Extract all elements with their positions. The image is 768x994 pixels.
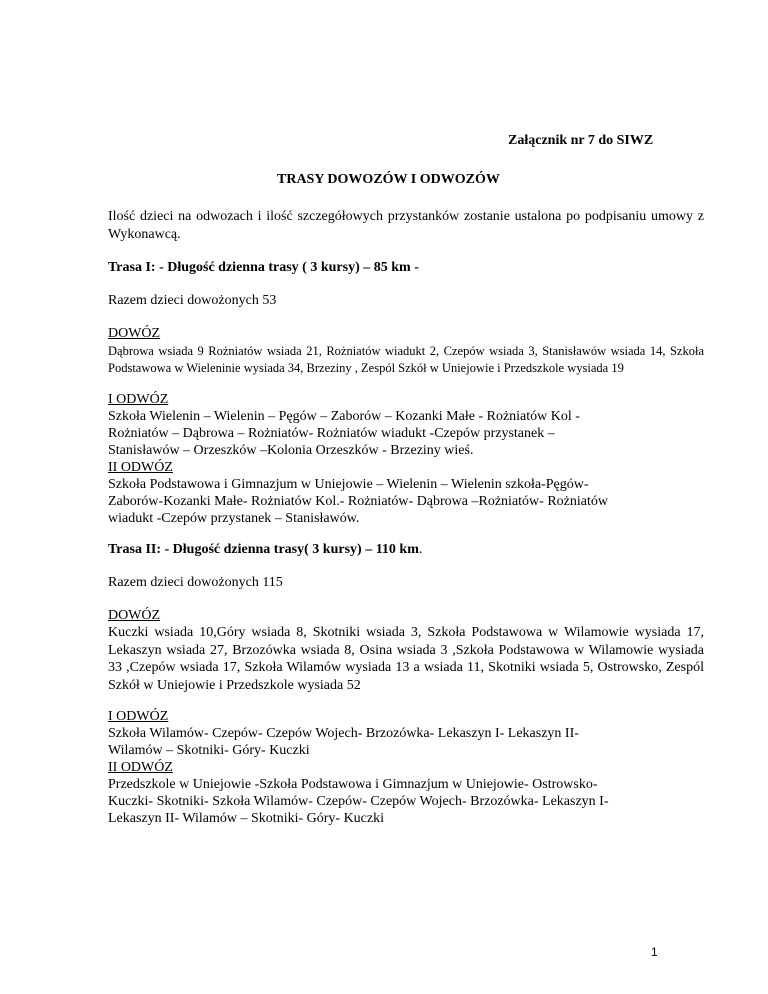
route2-heading-bold: Trasa II: - Długość dzienna trasy( 3 kursy) – 110 km xyxy=(108,542,419,557)
route1-heading: Trasa I: - Długość dzienna trasy ( 3 kursy) – 85 km - xyxy=(108,260,419,275)
route1-odwoz2-label: II ODWÓZ xyxy=(108,460,173,475)
route2-children-count: Razem dzieci dowożonych 115 xyxy=(108,575,283,590)
route2-dowoz-text: Kuczki wsiada 10,Góry wsiada 8, Skotniki wsiada 3, Szkoła Podstawowa w Wilamowie wysiada 17, Lekaszyn wsiada 27, Brzozówka wsiada 8, Osina wsiada 3 ,Szkoła Podstawowa w Wilamowie wysiada 33 ,Czepów wsiada 17, Szkoła Wilamów wysiada 13 a wsiada 11, Skotniki wsiada 5, Ostrowsko, Zespól Szkół w Uniejowie i Przedszkole wysiada 52 xyxy=(108,625,704,693)
route1-children-count: Razem dzieci dowożonych 53 xyxy=(108,293,277,308)
route1-dowoz-text: Dąbrowa wsiada 9 Rożniatów wsiada 21, Rożniatów wiadukt 2, Czepów wsiada 3, Stanisławów wsiada 14, Szkoła Podstawowa w Wieleninie wysiada 34, Brzeziny , Zespól Szkół w Uniejowie i Przedszkole wysiada 19 xyxy=(108,344,704,375)
route1-odwoz2-line: wiadukt -Czepów przystanek – Stanisławów. xyxy=(108,511,360,526)
route2-odwoz2-line: Kuczki- Skotniki- Szkoła Wilamów- Czepów- Czepów Wojech- Brzozówka- Lekaszyn I- xyxy=(108,794,609,809)
route1-odwoz1-label: I ODWÓZ xyxy=(108,392,169,407)
route2-odwoz2-line: Przedszkole w Uniejowie -Szkoła Podstawowa i Gimnazjum w Uniejowie- Ostrowsko- xyxy=(108,777,598,792)
route2-heading-tail: . xyxy=(418,542,423,557)
document-title: TRASY DOWOZÓW I ODWOZÓW xyxy=(277,172,500,187)
route1-dowoz-label: DOWÓZ xyxy=(108,326,161,341)
route2-heading xyxy=(108,541,422,559)
intro-paragraph: Ilość dzieci na odwozach i ilość szczegółowych przystanków zostanie ustalona po podpisaniu umowy z Wykonawcą. xyxy=(108,209,704,242)
route2-odwoz2-line: Lekaszyn II- Wilamów – Skotniki- Góry- Kuczki xyxy=(108,811,385,826)
page-number: 1 xyxy=(651,945,658,959)
route1-odwoz1-line: Stanisławów – Orzeszków –Kolonia Orzeszków - Brzeziny wieś. xyxy=(108,443,474,458)
route1-odwoz2-line: Szkoła Podstawowa i Gimnazjum w Uniejowie – Wielenin – Wielenin szkoła-Pęgów- xyxy=(108,477,589,492)
route2-odwoz1-line: Szkoła Wilamów- Czepów- Czepów Wojech- Brzozówka- Lekaszyn I- Lekaszyn II- xyxy=(108,726,579,741)
route1-odwoz1-line: Rożniatów – Dąbrowa – Rożniatów- Rożniatów wiadukt -Czepów przystanek – xyxy=(108,426,555,441)
route2-dowoz-label: DOWÓZ xyxy=(108,608,161,623)
route1-odwoz2-line: Zaborów-Kozanki Małe- Rożniatów Kol.- Rożniatów- Dąbrowa –Rożniatów- Rożniatów xyxy=(108,494,608,509)
route2-odwoz1-line: Wilamów – Skotniki- Góry- Kuczki xyxy=(108,743,310,758)
route2-odwoz1-label: I ODWÓZ xyxy=(108,709,169,724)
route1-odwoz1-line: Szkoła Wielenin – Wielenin – Pęgów – Zaborów – Kozanki Małe - Rożniatów Kol - xyxy=(108,409,580,424)
route2-odwoz2-label: II ODWÓZ xyxy=(108,760,173,775)
attachment-label: Załącznik nr 7 do SIWZ xyxy=(508,133,654,148)
